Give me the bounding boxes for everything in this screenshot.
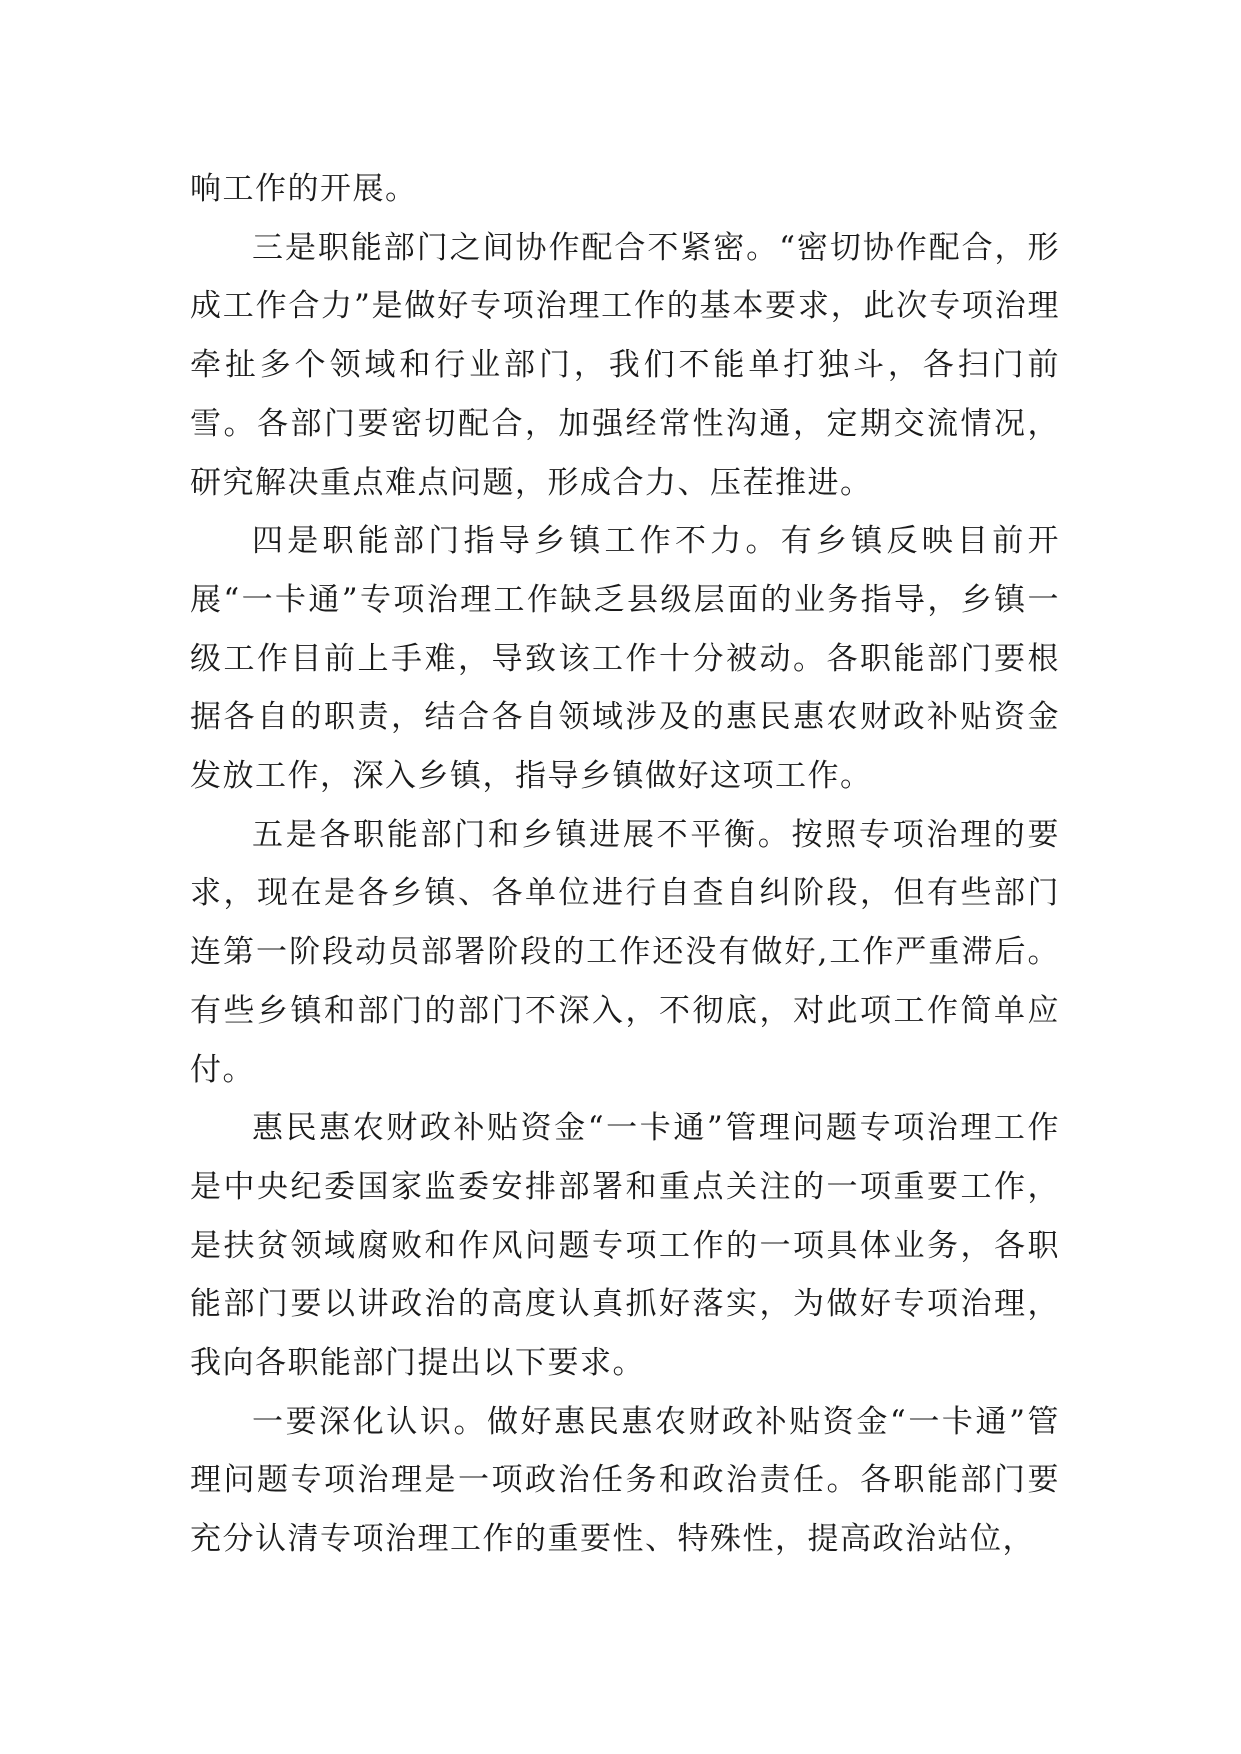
paragraph-deepen-understanding: 一要深化认识。做好惠民惠农财政补贴资金“一卡通”管理问题专项治理是一项政治任务和政治责任。各职能部门要充分认清专项治理工作的重要性、特殊性，提高政治站位， bbox=[190, 1403, 1060, 1558]
paragraph-continuation: 响工作的开展。 bbox=[190, 171, 418, 207]
paragraph-guidance-issue: 四是职能部门指导乡镇工作不力。有乡镇反映目前开展“一卡通”专项治理工作缺乏县级层面的业务指导，乡镇一级工作目前上手难，导致该工作十分被动。各职能部门要根据各自的职责，结合各自领域涉及的惠民惠农财政补贴资金发放工作，深入乡镇，指导乡镇做好这项工作。 bbox=[190, 523, 1060, 795]
paragraph-coordination-issue: 三是职能部门之间协作配合不紧密。“密切协作配合，形成工作合力”是做好专项治理工作的基本要求，此次专项治理牵扯多个领域和行业部门，我们不能单打独斗，各扫门前雪。各部门要密切配合，加强经常性沟通，定期交流情况，研究解决重点难点问题，形成合力、压茬推进。 bbox=[190, 229, 1060, 501]
paragraph-progress-imbalance: 五是各职能部门和乡镇进展不平衡。按照专项治理的要求，现在是各乡镇、各单位进行自查自纠阶段，但有些部门连第一阶段动员部署阶段的工作还没有做好,工作严重滞后。有些乡镇和部门的部门不深入，不彻底，对此项工作简单应付。 bbox=[190, 816, 1060, 1088]
paragraph-requirements-intro: 惠民惠农财政补贴资金“一卡通”管理问题专项治理工作是中央纪委国家监委安排部署和重点关注的一项重要工作，是扶贫领域腐败和作风问题专项工作的一项具体业务，各职能部门要以讲政治的高度认真抓好落实，为做好专项治理，我向各职能部门提出以下要求。 bbox=[190, 1110, 1060, 1382]
document-body bbox=[190, 160, 1060, 1569]
